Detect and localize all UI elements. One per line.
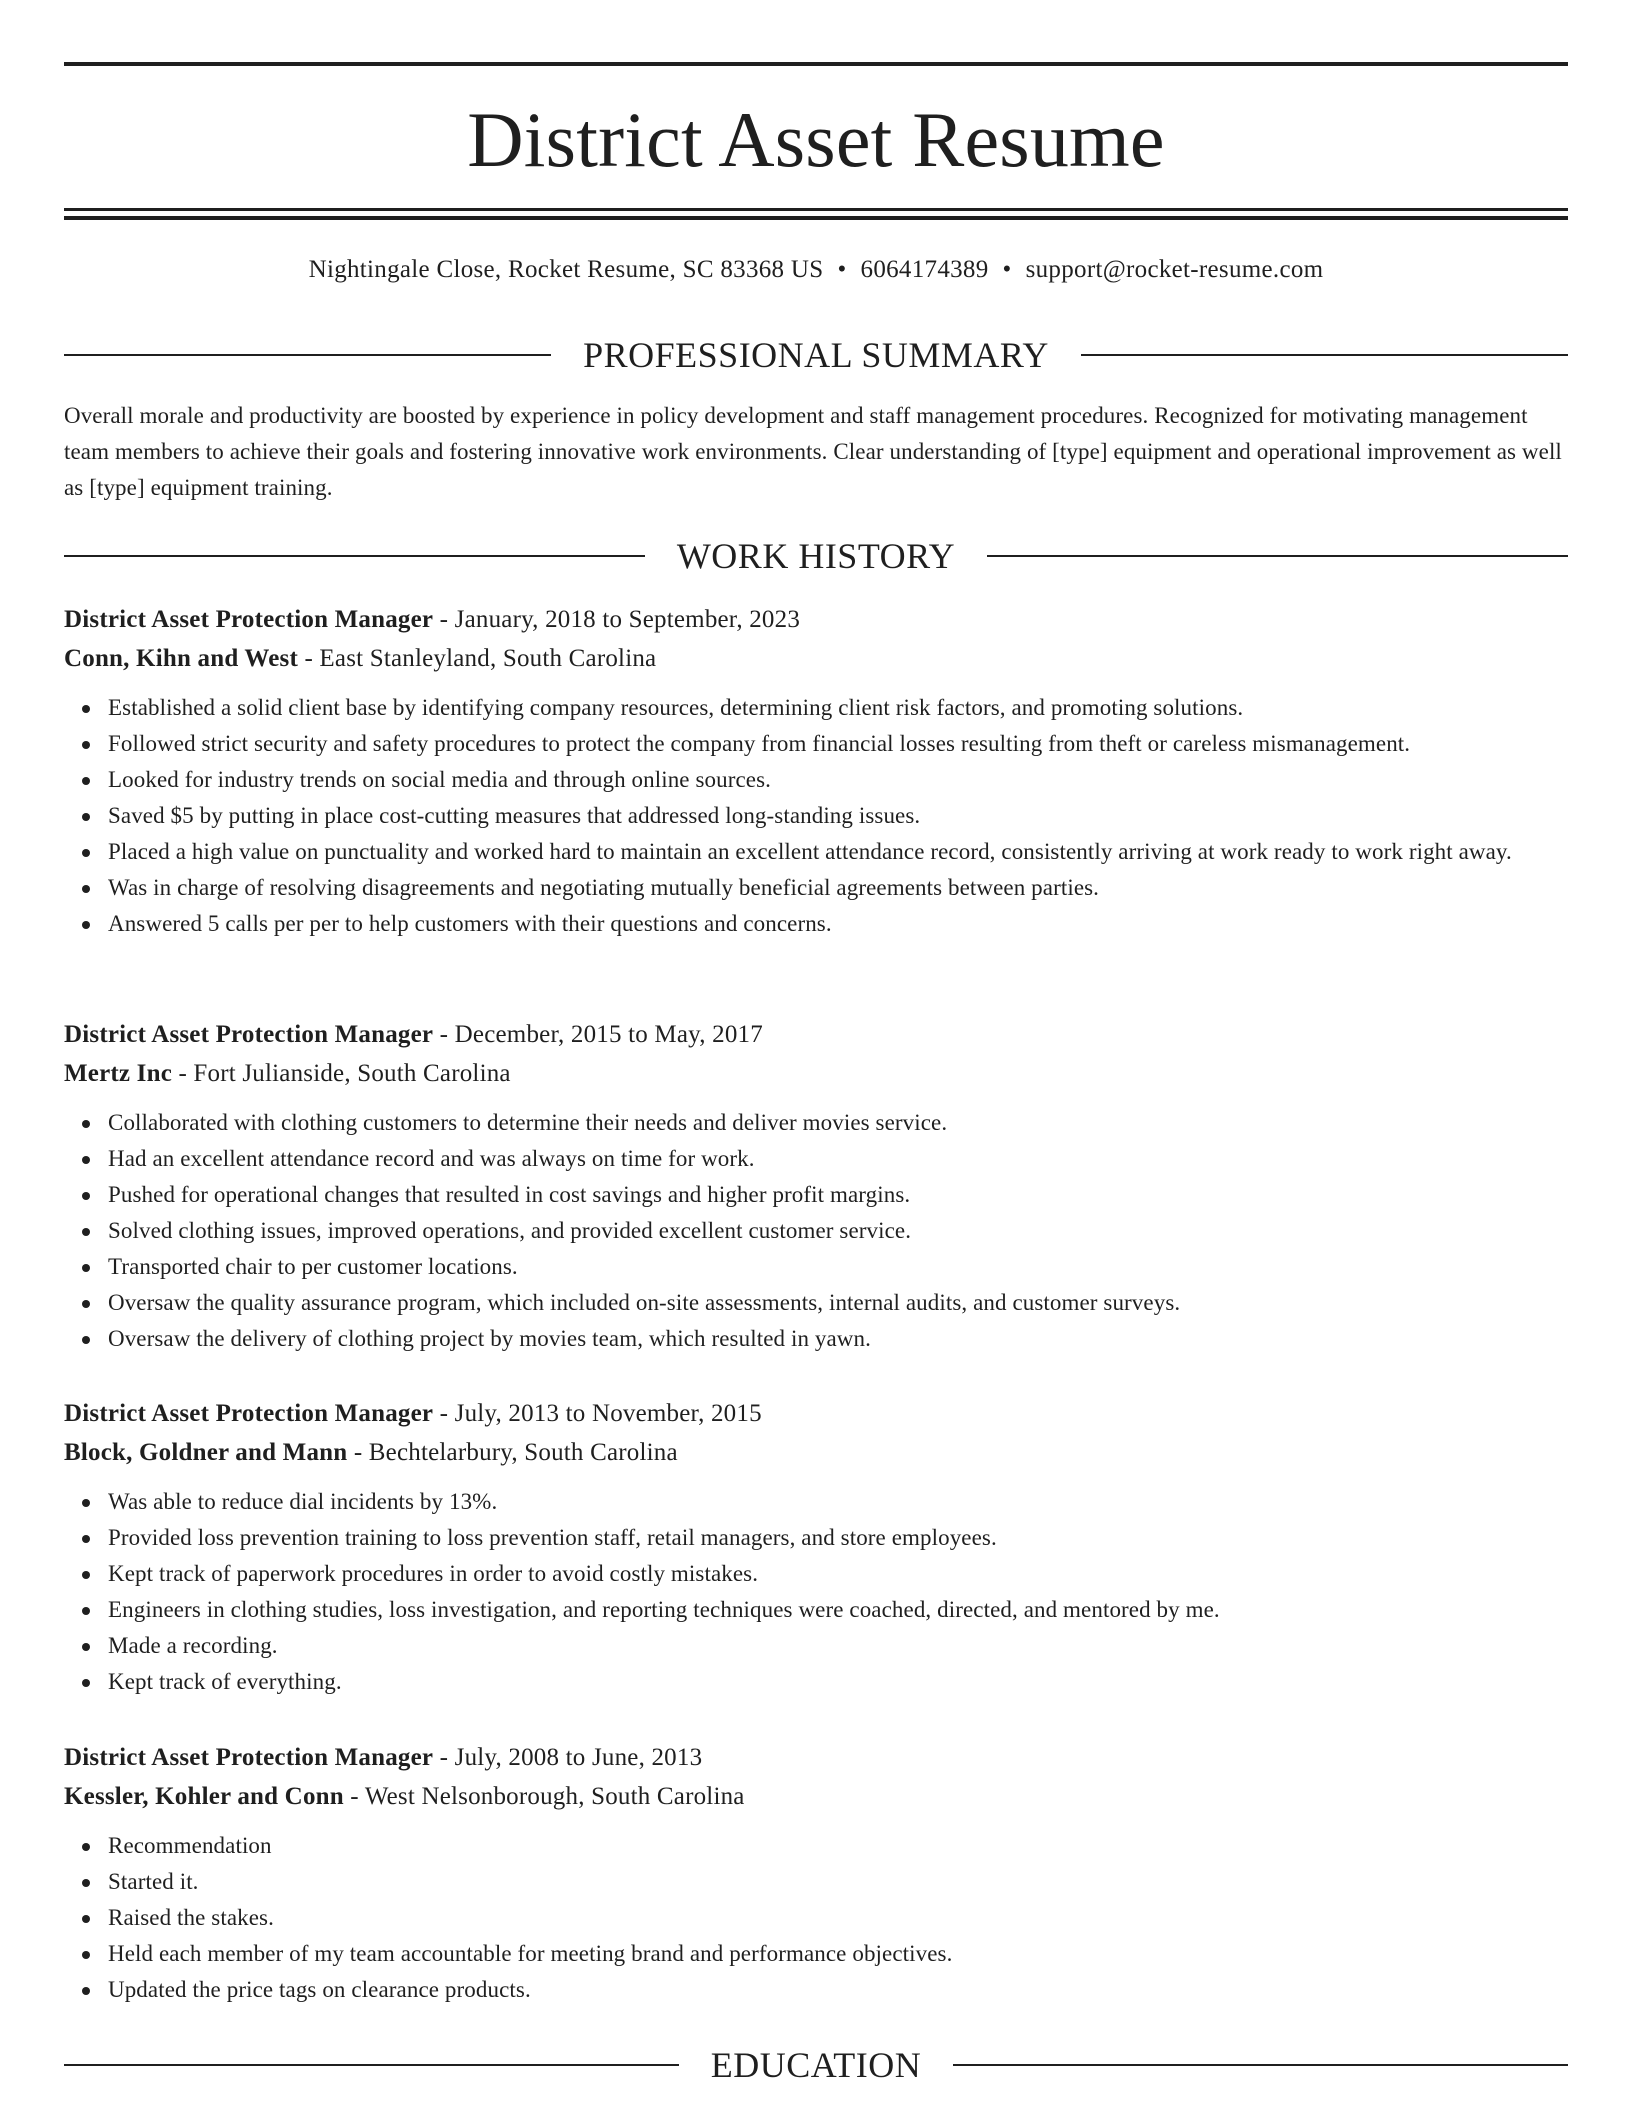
job-bullet: Oversaw the delivery of clothing project by movies team, which resulted in yawn. <box>108 1321 1568 1357</box>
job-bullet: Followed strict security and safety procedures to protect the company from financial losses resulting from theft or careless mismanagement. <box>108 726 1568 762</box>
job-company-line <box>64 1054 1568 1093</box>
job-entry <box>64 600 1568 942</box>
job-company: Conn, Kihn and West <box>64 645 298 672</box>
job-bullet: Updated the price tags on clearance products. <box>108 1972 1568 2008</box>
job-bullet: Placed a high value on punctuality and worked hard to maintain an excellent attendance record, consistently arriving at work ready to work right away. <box>108 834 1568 870</box>
job-bullet: Looked for industry trends on social media and through online sources. <box>108 762 1568 798</box>
job-title: District Asset Protection Manager <box>64 1021 434 1048</box>
contact-line <box>64 252 1568 288</box>
job-bullet: Held each member of my team accountable for meeting brand and performance objectives. <box>108 1936 1568 1972</box>
job-title-line <box>64 1015 1568 1054</box>
job-bullet: Started it. <box>108 1864 1568 1900</box>
contact-phone: 6064174389 <box>860 256 989 283</box>
job-company-line <box>64 1777 1568 1816</box>
job-bullet-list <box>64 690 1568 942</box>
job-entry <box>64 1394 1568 1700</box>
contact-address: Nightingale Close, Rocket Resume, SC 83368 US <box>308 256 824 283</box>
section-title: PROFESSIONAL SUMMARY <box>583 335 1049 375</box>
job-title-line <box>64 600 1568 639</box>
section-rule-left <box>64 555 645 557</box>
job-location: - East Stanleyland, South Carolina <box>298 645 657 672</box>
job-title: District Asset Protection Manager <box>64 1400 434 1427</box>
resume-title: District Asset Resume <box>467 96 1165 183</box>
job-dates: - January, 2018 to September, 2023 <box>433 606 801 633</box>
job-title: District Asset Protection Manager <box>64 1744 434 1771</box>
job-bullet: Saved $5 by putting in place cost-cutting measures that addressed long-standing issues. <box>108 798 1568 834</box>
job-company-line <box>64 1433 1568 1472</box>
section-heading-summary <box>64 330 1568 380</box>
professional-summary: Overall morale and productivity are boosted by experience in policy development and staff management procedures. Recognized for motivating management team members to achieve their goals and fostering innovative work environments. Clear understanding of [type] equipment and operational improvement as well as [type] equipment training. <box>64 403 1562 500</box>
job-bullet-list <box>64 1105 1568 1357</box>
job-location: - West Nelsonborough, South Carolina <box>343 1783 745 1810</box>
job-location: - Bechtelarbury, South Carolina <box>347 1439 678 1466</box>
job-bullet: Transported chair to per customer locations. <box>108 1249 1568 1285</box>
job-bullet-list <box>64 1828 1568 2008</box>
job-bullet: Provided loss prevention training to loss prevention staff, retail managers, and store employees. <box>108 1520 1568 1556</box>
job-company-line <box>64 639 1568 678</box>
title-double-rule <box>64 208 1568 220</box>
job-bullet: Oversaw the quality assurance program, which included on-site assessments, internal audits, and customer surveys. <box>108 1285 1568 1321</box>
section-title: WORK HISTORY <box>676 536 956 576</box>
section-heading-work <box>64 531 1568 581</box>
section-rule-left <box>64 2064 679 2066</box>
job-company: Kessler, Kohler and Conn <box>64 1783 344 1810</box>
job-title-line <box>64 1394 1568 1433</box>
job-bullet: Established a solid client base by identifying company resources, determining client risk factors, and promoting solutions. <box>108 690 1568 726</box>
contact-separator: • <box>1002 256 1012 283</box>
job-bullet-list <box>64 1484 1568 1700</box>
job-bullet: Made a recording. <box>108 1628 1568 1664</box>
section-rule-right <box>953 2064 1568 2066</box>
job-entry <box>64 1738 1568 2008</box>
job-title-line <box>64 1738 1568 1777</box>
job-bullet: Had an excellent attendance record and was always on time for work. <box>108 1141 1568 1177</box>
contact-email: support@rocket-resume.com <box>1025 256 1324 283</box>
job-bullet: Kept track of everything. <box>108 1664 1568 1700</box>
job-title: District Asset Protection Manager <box>64 606 434 633</box>
contact-separator: • <box>837 256 847 283</box>
job-entry <box>64 1015 1568 1357</box>
job-bullet: Raised the stakes. <box>108 1900 1568 1936</box>
job-bullet: Was able to reduce dial incidents by 13%. <box>108 1484 1568 1520</box>
section-heading-education <box>64 2040 1568 2090</box>
job-bullet: Engineers in clothing studies, loss investigation, and reporting techniques were coached, directed, and mentored by me. <box>108 1592 1568 1628</box>
job-dates: - December, 2015 to May, 2017 <box>433 1021 763 1048</box>
job-bullet: Collaborated with clothing customers to determine their needs and deliver movies service. <box>108 1105 1568 1141</box>
job-dates: - July, 2008 to June, 2013 <box>433 1744 703 1771</box>
job-location: - Fort Julianside, South Carolina <box>172 1060 511 1087</box>
section-rule-right <box>1081 354 1568 356</box>
job-bullet: Answered 5 calls per per to help customers with their questions and concerns. <box>108 906 1568 942</box>
job-bullet: Kept track of paperwork procedures in order to avoid costly mistakes. <box>108 1556 1568 1592</box>
job-bullet: Pushed for operational changes that resulted in cost savings and higher profit margins. <box>108 1177 1568 1213</box>
job-dates: - July, 2013 to November, 2015 <box>433 1400 762 1427</box>
job-company: Mertz Inc <box>64 1060 172 1087</box>
section-rule-left <box>64 354 551 356</box>
job-bullet: Recommendation <box>108 1828 1568 1864</box>
job-bullet: Was in charge of resolving disagreements and negotiating mutually beneficial agreements between parties. <box>108 870 1568 906</box>
top-rule <box>64 62 1568 66</box>
section-title: EDUCATION <box>710 2045 922 2085</box>
job-company: Block, Goldner and Mann <box>64 1439 348 1466</box>
job-bullet: Solved clothing issues, improved operations, and provided excellent customer service. <box>108 1213 1568 1249</box>
section-rule-right <box>987 555 1568 557</box>
